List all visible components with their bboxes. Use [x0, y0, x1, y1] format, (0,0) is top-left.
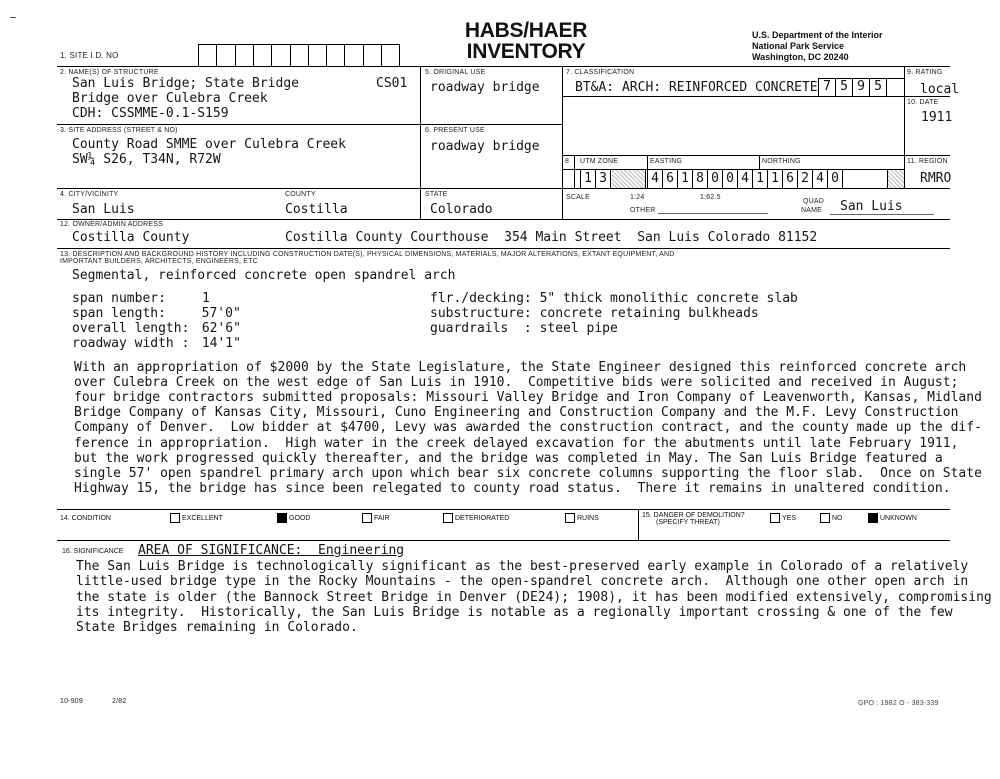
- history-line-7: but the work progressed quickly thereafter, and the bridge was completed in May. The San Luis Bridge featured a: [74, 451, 943, 466]
- names-line1: San Luis Bridge; State Bridge: [72, 76, 299, 91]
- condition-fair-checkbox[interactable]: [362, 513, 372, 523]
- easting-digit-2: 6: [662, 170, 677, 188]
- rating-value: local: [920, 82, 960, 97]
- rule-row2: [57, 124, 562, 125]
- condition-fair-label: FAIR: [374, 515, 390, 522]
- utm-digit-end: [887, 170, 904, 188]
- easting-digit-3: 1: [677, 170, 692, 188]
- site-id-label: 1. SITE I.D. NO: [60, 51, 119, 60]
- rule-row4: [57, 219, 950, 220]
- utm-shade-1: [612, 170, 645, 188]
- easting-digit-1: 4: [647, 170, 662, 188]
- city-label: 4. CITY/VICINITY: [60, 191, 119, 198]
- condition-deteriorated-label: DETERIORATED: [455, 515, 510, 522]
- rating-digits-top: [818, 78, 904, 79]
- rating-digit-1: 7: [818, 78, 835, 96]
- spec-left-label-2: span length:: [72, 306, 182, 321]
- description-summary: Segmental, reinforced concrete open spandrel arch: [72, 268, 456, 283]
- history-line-1: With an appropriation of $2000 by the State Legislature, the State Engineer designed this reinforced concrete arch: [74, 360, 967, 375]
- history-line-9: Highway 15, the bridge has since been relegated to county road status. There it remains in unaltered condition.: [74, 481, 951, 496]
- condition-label: 14. CONDITION: [60, 515, 111, 522]
- gpo-number: GPO : 1982 O - 383-339: [858, 700, 939, 707]
- vrule-4: [638, 509, 639, 540]
- significance-heading: AREA OF SIGNIFICANCE: Engineering: [138, 543, 405, 558]
- site-id-cell-divider: [271, 44, 272, 66]
- easting-label: EASTING: [650, 158, 683, 165]
- northing-label: NORTHING: [762, 158, 801, 165]
- northing-digit-2: 1: [752, 170, 767, 188]
- northing-digit-5: 2: [797, 170, 812, 188]
- rating-digit-2: 5: [835, 78, 852, 96]
- rule-top: [57, 66, 950, 67]
- region-value: RMRO: [920, 171, 952, 186]
- easting-divider: [647, 155, 648, 169]
- danger-label-1: 15. DANGER OF DEMOLITION?: [642, 512, 745, 519]
- owner-address: Costilla County Courthouse 354 Main Street San Luis Colorado 81152: [285, 230, 818, 245]
- rule-class: [562, 96, 904, 97]
- history-line-3: four bridge contractors submitted proposals: Missouri Valley Bridge and Iron Company of Leavenworth, Kansas, Midland: [74, 390, 982, 405]
- rating-digit-3: 9: [852, 78, 869, 96]
- danger-unknown-checkbox[interactable]: [868, 513, 878, 523]
- northing-digit-7: 0: [827, 170, 842, 188]
- spec-left-value-3: 62'6": [194, 321, 241, 336]
- names-line3: CDH: CSSMME-0.1-S159: [72, 106, 229, 121]
- county-value: Costilla: [285, 202, 348, 217]
- danger-label-2: (SPECIFY THREAT): [656, 519, 720, 526]
- condition-deteriorated-checkbox[interactable]: [443, 513, 453, 523]
- condition-excellent-checkbox[interactable]: [170, 513, 180, 523]
- region-label: 11. REGION: [907, 158, 948, 165]
- site-id-cell-divider: [253, 44, 254, 66]
- history-line-6: ference in appropriation. High water in the creek delayed excavation for the abutments until late February 1911,: [74, 436, 959, 451]
- danger-yes-label: YES: [782, 515, 797, 522]
- spec-left-label-3: overall length:: [72, 321, 190, 336]
- site-id-cell-divider: [290, 44, 291, 66]
- significance-line-5: State Bridges remaining in Colorado.: [76, 620, 358, 635]
- rating-digit-end: [886, 78, 904, 96]
- spec-left-value-1: 1: [202, 291, 210, 306]
- site-id-boxes: [198, 44, 400, 66]
- date-value: 1911: [921, 110, 953, 125]
- city-value: San Luis: [72, 202, 135, 217]
- danger-no-checkbox[interactable]: [820, 513, 830, 523]
- site-id-cell-divider: [344, 44, 345, 66]
- state-value: Colorado: [430, 202, 493, 217]
- form-date: 2/82: [112, 698, 127, 705]
- scale-1625: 1:62.5: [700, 194, 721, 201]
- other-line: [658, 213, 768, 214]
- county-label: COUNTY: [285, 191, 316, 198]
- rule-row6: [57, 509, 950, 510]
- significance-line-2: little-used bridge type in the Rocky Mountains - the open-spandrel concrete arch. Although one other open arch in: [76, 574, 969, 589]
- condition-ruins-label: RUINS: [577, 515, 599, 522]
- agency-line2: National Park Service: [752, 41, 845, 51]
- easting-digit-4: 8: [692, 170, 707, 188]
- spec-left-value-4: 14'1": [194, 336, 241, 351]
- description-label-1: 13. DESCRIPTION AND BACKGROUND HISTORY INCLUDING CONSTRUCTION DATE(S), PHYSICAL DIMENSIONS, MATERIALS, MAJOR ALTERATIONS, EXTANT EQUIPMENT, AND: [60, 251, 675, 258]
- site-id-cell-divider: [381, 44, 382, 66]
- rule-row5: [57, 248, 950, 249]
- northing-digit-3: 1: [767, 170, 782, 188]
- utm-num-divider: [574, 155, 575, 188]
- utm-zone-digit-1: 1: [580, 170, 595, 188]
- easting-digit-5: 0: [707, 170, 722, 188]
- rating-digit-4: 5: [869, 78, 886, 96]
- names-code: CS01: [376, 76, 408, 91]
- corner-mark: [10, 17, 16, 18]
- northing-digit-1: 4: [737, 170, 752, 188]
- owner-label: 12. OWNER/ADMIN ADDRESS: [60, 221, 164, 228]
- form-title: [456, 20, 596, 62]
- original-use-value: roadway bridge: [430, 80, 540, 95]
- owner-name: Costilla County: [72, 230, 190, 245]
- site-address-line1: County Road SMME over Culebra Creek: [72, 137, 346, 152]
- scale-124: 1:24: [630, 194, 645, 201]
- names-line2: Bridge over Culebra Creek: [72, 91, 268, 106]
- rule-utm-top: [562, 155, 950, 156]
- quad-label-2: NAME: [801, 207, 823, 214]
- spec-left-label-4: roadway width :: [72, 336, 190, 351]
- utm-num-label: 8: [565, 158, 570, 165]
- site-address-label: 3. SITE ADDRESS (STREET & NO): [60, 127, 178, 134]
- spec-right-2: substructure: concrete retaining bulkheads: [430, 306, 759, 321]
- significance-line-3: the state is older (the Bannock Street Bridge in Denver (DE24); 1908), it has been modified extensively, compromising: [76, 590, 992, 605]
- vrule-2: [562, 66, 563, 219]
- history-line-8: single 57' open spandrel primary arch upon which bear six concrete columns supporting the floor slab. Once on State: [74, 466, 982, 481]
- form-title-line2: INVENTORY: [466, 40, 586, 63]
- site-id-cell-divider: [308, 44, 309, 66]
- northing-digit-4: 6: [782, 170, 797, 188]
- spec-left-label-1: span number:: [72, 291, 182, 306]
- quad-name-value: San Luis: [840, 199, 903, 214]
- history-line-2: over Culebra Creek on the west edge of San Luis in 1910. Competitive bids were solicited and received in August;: [74, 375, 959, 390]
- significance-line-1: The San Luis Bridge is technologically significant as the best-preserved early example in Colorado of a relatively: [76, 559, 969, 574]
- site-id-cell-divider: [363, 44, 364, 66]
- significance-label: 16. SIGNIFICANCE: [62, 548, 124, 555]
- utm-zone-end: [610, 170, 612, 188]
- site-address-line2: SW¼ S26, T34N, R72W: [72, 152, 221, 167]
- spec-right-1: flr./decking: 5" thick monolithic concrete slab: [430, 291, 798, 306]
- scale-label: SCALE: [566, 194, 590, 201]
- condition-excellent-label: EXCELLENT: [182, 515, 223, 522]
- danger-unknown-label: UNKNOWN: [880, 515, 917, 522]
- quad-line: [830, 214, 934, 215]
- utm-zone-label: UTM ZONE: [580, 158, 619, 165]
- other-label: OTHER: [630, 207, 656, 214]
- site-id-cell-divider: [326, 44, 327, 66]
- utm-zone-digit-2: 3: [595, 170, 610, 188]
- agency-line3: Washington, DC 20240: [752, 52, 849, 62]
- condition-good-label: GOOD: [289, 515, 311, 522]
- easting-digit-6: 0: [722, 170, 737, 188]
- danger-no-label: NO: [832, 515, 843, 522]
- description-label-2: IMPORTANT BUILDERS, ARCHITECTS, ENGINEERS, ETC: [60, 258, 258, 265]
- significance-line-4: its integrity. Historically, the San Luis Bridge is notable as a regionally important crossing & one of the few: [76, 605, 953, 620]
- agency-line1: U.S. Department of the Interior: [752, 30, 883, 40]
- form-title-line1: HABS/HAER: [464, 19, 588, 42]
- site-id-cell-divider: [216, 44, 217, 66]
- site-id-cell-divider: [235, 44, 236, 66]
- original-use-label: 5. ORIGINAL USE: [425, 69, 486, 76]
- spec-left-value-2: 57'0": [186, 306, 241, 321]
- condition-good-checkbox[interactable]: [277, 513, 287, 523]
- northing-digit-end: [842, 170, 887, 188]
- northing-divider: [759, 155, 760, 169]
- present-use-value: roadway bridge: [430, 139, 540, 154]
- vrule-3: [904, 66, 905, 188]
- state-label: STATE: [425, 191, 448, 198]
- northing-digit-6: 4: [812, 170, 827, 188]
- date-label: 10. DATE: [907, 99, 939, 106]
- classification-value: BT&A: ARCH: REINFORCED CONCRETE: [575, 80, 818, 95]
- history-line-5: Company of Denver. Low bidder at $4700, Levy was awarded the construction contract, and the county made up the dif-: [74, 420, 982, 435]
- spec-right-3: guardrails : steel pipe: [430, 321, 618, 336]
- names-label: 2. NAME(S) OF STRUCTURE: [60, 69, 159, 76]
- danger-yes-checkbox[interactable]: [770, 513, 780, 523]
- vrule-1: [420, 66, 421, 219]
- condition-ruins-checkbox[interactable]: [565, 513, 575, 523]
- rating-label: 9. RATING: [907, 69, 943, 76]
- quad-label-1: QUAD: [803, 198, 825, 205]
- history-line-4: Bridge Company of Kansas City, Missouri, Cuno Engineering and Construction Company and the M.F. Levy Construction: [74, 405, 959, 420]
- rule-row3: [57, 188, 950, 189]
- classification-label: 7. CLASSIFICATION: [566, 69, 635, 76]
- form-number: 10-909: [60, 698, 83, 705]
- rule-row7: [57, 540, 950, 541]
- present-use-label: 6. PRESENT USE: [425, 127, 485, 134]
- agency-block: [752, 30, 883, 63]
